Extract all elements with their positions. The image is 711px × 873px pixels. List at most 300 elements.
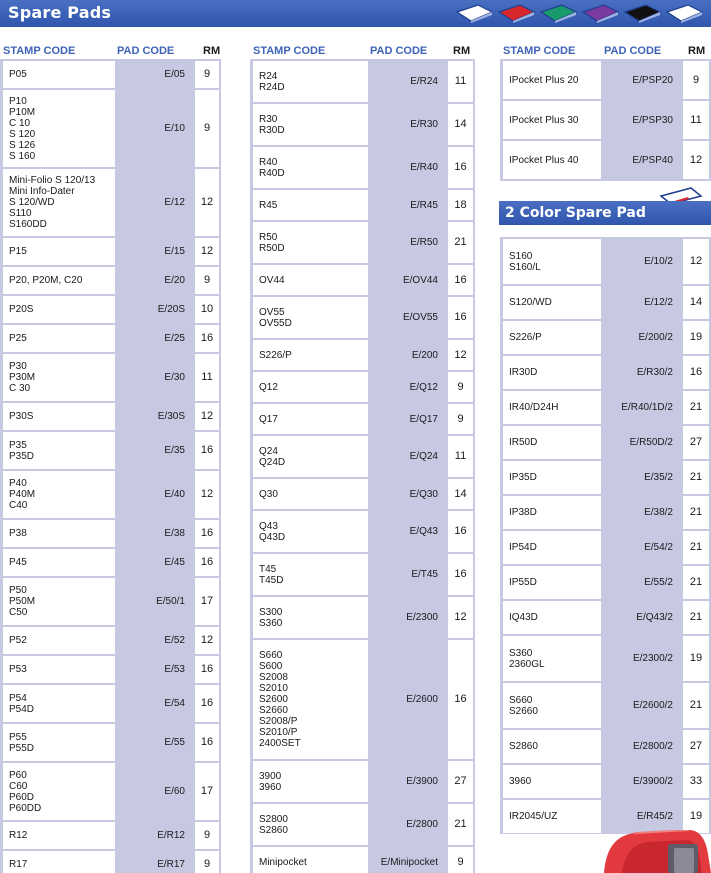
stamp-code-cell — [503, 356, 601, 389]
rm-price-cell: 21 — [683, 683, 709, 728]
stamp-code: S360 — [259, 617, 283, 629]
pad-code-cell: E/20 — [164, 275, 185, 286]
table-row — [250, 265, 475, 295]
pad-code-cell: E/3900 — [406, 776, 438, 787]
stamp-code: P10M — [9, 106, 36, 118]
stamp-code-cell — [253, 761, 368, 802]
rm-price-cell: 16 — [195, 549, 219, 576]
rm-price-cell: 16 — [448, 511, 473, 552]
stamp-code: R30 — [259, 113, 278, 125]
table-row — [250, 479, 475, 509]
rm-price-cell: 12 — [448, 597, 473, 638]
pad-code-cell: E/38 — [164, 528, 185, 539]
rm-price-cell: 9 — [683, 61, 709, 99]
stamp-code: S226/P — [509, 332, 542, 343]
table-row — [250, 404, 475, 434]
stamp-code: P10 — [9, 95, 27, 107]
pad-code-cell: E/Minipocket — [380, 856, 438, 868]
rm-price-cell: 16 — [195, 656, 219, 683]
table-row — [250, 597, 475, 638]
stamp-code: P55D — [9, 742, 35, 754]
rm-price-cell: 9 — [448, 404, 473, 434]
stamp-code-cell — [3, 851, 115, 873]
rm-price-cell: 16 — [195, 432, 219, 469]
ink-pad-swatch — [499, 5, 534, 23]
rm-price-cell: 16 — [448, 297, 473, 338]
stamp-code: P50 — [9, 585, 27, 596]
middle-table-header — [250, 42, 490, 60]
stamp-code: P20, P20M, C20 — [9, 275, 83, 286]
stamp-code: P38 — [9, 528, 27, 539]
pad-code-cell: E/10/2 — [644, 256, 673, 267]
pad-code-cell: E/Q43 — [409, 526, 438, 537]
stamp-code-cell — [3, 432, 115, 469]
rm-price-cell: 16 — [448, 265, 473, 295]
rm-price-cell: 21 — [683, 391, 709, 424]
stamp-code: T45 — [259, 563, 277, 575]
stamp-code: R45 — [259, 199, 278, 211]
stamp-code-cell — [253, 297, 368, 338]
rm-price-cell: 21 — [683, 601, 709, 634]
table-row — [0, 685, 221, 722]
rm-price-cell: 27 — [683, 730, 709, 763]
stamp-code-cell — [503, 601, 601, 634]
stamp-code-cell — [3, 61, 115, 88]
stamp-code-cell — [3, 724, 115, 761]
stamp-code: OV55 — [259, 306, 285, 318]
rm-price-cell: 21 — [683, 531, 709, 564]
stamp-code-cell — [503, 765, 601, 798]
table-row — [0, 296, 221, 323]
pad-code-cell: E/2300 — [406, 612, 438, 623]
stamp-code: R17 — [9, 859, 28, 870]
pad-code-cell: E/2300/2 — [632, 653, 673, 664]
stamp-code-cell — [503, 636, 601, 681]
stamp-code-cell — [3, 656, 115, 683]
stamp-code: R50D — [259, 242, 285, 254]
stamp-code-header: STAMP CODE — [3, 45, 76, 57]
table-row — [500, 765, 711, 798]
pad-code-cell: E/OV55 — [402, 312, 438, 323]
stamp-code-cell — [253, 436, 368, 477]
stamp-code-cell — [253, 804, 368, 845]
stamp-code: P54D — [9, 703, 35, 715]
table-row — [500, 426, 711, 459]
table-row — [0, 578, 221, 625]
pad-code-cell: E/52 — [164, 635, 185, 646]
rm-price-cell: 17 — [195, 578, 219, 625]
pad-code-cell: E/45 — [164, 557, 185, 568]
rm-price-cell: 9 — [448, 372, 473, 402]
rm-price-cell: 9 — [195, 61, 219, 88]
rm-header: RM — [688, 45, 706, 57]
stamp-code: T45D — [259, 574, 284, 586]
pad-code-cell: E/200 — [411, 349, 438, 361]
stamp-code-cell — [3, 763, 115, 820]
stamp-code: S110 — [9, 208, 32, 219]
table-row — [250, 372, 475, 402]
ink-pad-swatch — [541, 5, 576, 23]
stamp-code: IP54D — [509, 542, 537, 553]
rm-price-cell: 27 — [683, 426, 709, 459]
stamp-code-cell — [503, 683, 601, 728]
stamp-code: R40D — [259, 167, 285, 179]
stamp-code: S2860 — [259, 824, 288, 836]
rm-header: RM — [453, 45, 471, 57]
rm-price-cell: 19 — [683, 800, 709, 833]
pad-code-cell: E/PSP30 — [632, 114, 673, 126]
table-row — [0, 403, 221, 430]
stamp-code: P54 — [9, 692, 27, 704]
stamp-code: P53 — [9, 664, 27, 675]
rm-price-cell: 9 — [195, 267, 219, 294]
table-row — [0, 61, 221, 88]
stamp-code: IP35D — [509, 472, 537, 483]
stamp-code: P52 — [9, 635, 27, 646]
table-row — [0, 354, 221, 401]
rm-price-cell: 18 — [448, 190, 473, 220]
stamp-code: S2010/P — [259, 727, 298, 738]
table-row — [0, 238, 221, 265]
stamp-code-cell — [3, 822, 115, 849]
stamp-code: 3960 — [509, 776, 532, 787]
ink-pad-swatch — [583, 5, 618, 23]
rm-price-cell: 21 — [683, 496, 709, 529]
rm-price-cell: 19 — [683, 636, 709, 681]
stamp-code-cell — [503, 800, 601, 833]
pad-code-cell: E/30S — [157, 411, 185, 422]
pad-code-cell: E/Q17 — [409, 413, 438, 425]
rm-price-cell: 21 — [448, 804, 473, 845]
stamp-code: OV55D — [259, 317, 292, 329]
pad-code-cell: E/25 — [164, 333, 185, 344]
stamp-code: S2010 — [259, 683, 288, 694]
rm-price-cell: 12 — [195, 238, 219, 265]
stamp-code: P35D — [9, 450, 35, 462]
stamp-code: P30 — [9, 361, 27, 372]
table-row — [500, 730, 711, 763]
table-row — [500, 286, 711, 319]
pad-code-cell: E/55 — [164, 737, 185, 748]
stamp-code: Q24 — [259, 445, 278, 457]
stamp-code: S160DD — [9, 219, 47, 230]
stamp-code-cell — [503, 286, 601, 319]
rm-price-cell: 12 — [448, 340, 473, 370]
pad-code-cell: E/10 — [164, 123, 185, 134]
stamp-code-cell — [3, 520, 115, 547]
stamp-code: S 126 — [9, 139, 36, 151]
table-row — [500, 683, 711, 728]
rm-price-cell: 9 — [195, 822, 219, 849]
rm-price-cell: 12 — [683, 141, 709, 179]
stamp-code-cell — [503, 496, 601, 529]
pad-code-cell: E/2800 — [406, 819, 438, 830]
pad-code-cell: E/R30 — [410, 119, 438, 130]
pad-code-cell: E/55/2 — [644, 577, 673, 588]
pad-code-cell: E/R12 — [157, 830, 185, 841]
pad-code-cell: E/Q24 — [409, 451, 438, 462]
middle-pad-table — [250, 59, 475, 873]
pad-code-cell: E/R50D/2 — [629, 437, 673, 448]
stamp-code: Q43D — [259, 531, 286, 543]
stamp-code: P40M — [9, 489, 36, 500]
stamp-code: P45 — [9, 557, 27, 568]
table-row — [500, 239, 711, 284]
rm-price-cell: 16 — [448, 640, 473, 759]
table-row — [0, 724, 221, 761]
rm-price-cell: 11 — [448, 61, 473, 102]
rm-price-cell: 9 — [448, 847, 473, 873]
table-row — [0, 822, 221, 849]
pad-code-cell: E/2600 — [406, 694, 438, 705]
pad-code-cell: E/R45/2 — [636, 811, 673, 822]
stamp-code: R40 — [259, 156, 278, 168]
pad-code-cell: E/50/1 — [156, 596, 185, 607]
stamp-code-cell — [253, 340, 368, 370]
pad-code-cell: E/40 — [164, 489, 185, 500]
pad-code-cell: E/T45 — [411, 569, 438, 580]
table-row — [500, 101, 711, 139]
table-row — [250, 511, 475, 552]
stamp-code: Mini Info-Dater — [9, 186, 75, 197]
stamp-code: R12 — [9, 830, 28, 841]
stamp-product-image — [594, 830, 711, 873]
stamp-code: P05 — [9, 69, 27, 80]
stamp-code: S160 — [509, 250, 533, 262]
stamp-code: C 10 — [9, 117, 31, 129]
stamp-code: P25 — [9, 333, 27, 344]
stamp-code: P55 — [9, 731, 27, 743]
table-row — [250, 190, 475, 220]
stamp-code: Q24D — [259, 456, 286, 468]
rm-price-cell: 12 — [195, 627, 219, 654]
stamp-code: IQ43D — [509, 612, 538, 623]
table-row — [250, 640, 475, 759]
stamp-code: S660 — [509, 694, 533, 706]
stamp-code: Q30 — [259, 488, 278, 500]
pad-code-cell: E/PSP20 — [632, 74, 673, 86]
table-row — [0, 549, 221, 576]
rm-price-cell: 9 — [195, 851, 219, 873]
stamp-code: S2600 — [259, 694, 288, 705]
pad-code-cell: E/Q30 — [409, 488, 438, 500]
stamp-code: S2800 — [259, 813, 288, 825]
pad-code-cell: E/05 — [164, 69, 185, 80]
rm-price-cell: 16 — [195, 685, 219, 722]
table-row — [250, 340, 475, 370]
table-row — [500, 496, 711, 529]
stamp-code-cell — [503, 426, 601, 459]
table-row — [0, 627, 221, 654]
table-row — [500, 601, 711, 634]
stamp-code: P30M — [9, 372, 36, 383]
table-row — [250, 804, 475, 845]
stamp-code: P30S — [9, 411, 34, 422]
stamp-code-cell — [503, 239, 601, 284]
pad-code-cell: E/30 — [164, 372, 185, 383]
right-table-header — [500, 42, 711, 60]
stamp-code-cell — [253, 265, 368, 295]
pad-code-cell: E/35 — [164, 445, 185, 456]
stamp-code: S2660 — [259, 705, 288, 716]
stamp-code: S300 — [259, 606, 283, 618]
stamp-code-cell — [3, 325, 115, 352]
left-pad-table — [0, 59, 221, 873]
rm-price-cell: 16 — [195, 325, 219, 352]
table-row — [0, 267, 221, 294]
table-row — [500, 636, 711, 681]
pad-code-cell: E/15 — [164, 246, 185, 257]
pad-code-cell: E/2800/2 — [632, 741, 673, 752]
table-row — [500, 321, 711, 354]
table-row — [250, 436, 475, 477]
stamp-code-cell — [3, 685, 115, 722]
stamp-code-cell — [253, 190, 368, 220]
pad-code-cell: E/20S — [157, 304, 185, 315]
stamp-code: P50M — [9, 596, 36, 607]
stamp-code-cell — [3, 267, 115, 294]
table-row — [0, 471, 221, 518]
stamp-code: Mini-Folio S 120/13 — [9, 175, 96, 186]
pad-code-cell: E/R50 — [410, 237, 438, 248]
pad-code-header: PAD CODE — [604, 45, 662, 57]
stamp-code: C60 — [9, 780, 28, 792]
stamp-code: R30D — [259, 124, 285, 136]
two-color-banner — [499, 201, 711, 225]
stamp-code: S2008 — [259, 672, 288, 683]
pad-code-cell: E/R30/2 — [636, 367, 673, 378]
pad-code-cell: E/R40/1D/2 — [621, 402, 673, 413]
stamp-code: 3900 — [259, 770, 282, 782]
stamp-code: S160/L — [509, 261, 541, 273]
pad-code-cell: E/35/2 — [644, 472, 673, 483]
stamp-code-cell — [3, 238, 115, 265]
rm-price-cell: 16 — [448, 554, 473, 595]
table-row — [250, 761, 475, 802]
stamp-code: IP38D — [509, 507, 537, 518]
stamp-code-cell — [503, 61, 601, 99]
stamp-code: C50 — [9, 607, 28, 618]
stamp-code-cell — [503, 101, 601, 139]
table-row — [500, 61, 711, 99]
stamp-code-cell — [253, 554, 368, 595]
table-row — [0, 763, 221, 820]
table-row — [250, 222, 475, 263]
stamp-code: IR50D — [509, 437, 538, 448]
pad-code-cell: E/PSP40 — [632, 154, 673, 166]
pad-code-cell: E/Q12 — [409, 381, 438, 393]
table-row — [500, 800, 711, 833]
stamp-code-cell — [253, 847, 368, 873]
stamp-code: IR2045/UZ — [509, 811, 558, 822]
rm-price-cell: 16 — [195, 520, 219, 547]
ink-pad-colors-image — [456, 4, 708, 23]
table-row — [250, 104, 475, 145]
table-row — [0, 432, 221, 469]
rm-price-cell: 19 — [683, 321, 709, 354]
stamp-code: IP55D — [509, 577, 537, 588]
rm-price-cell: 11 — [683, 101, 709, 139]
stamp-code-cell — [253, 61, 368, 102]
table-row — [500, 356, 711, 389]
table-row — [0, 656, 221, 683]
two-color-pad-table — [500, 237, 711, 834]
stamp-code-cell — [3, 627, 115, 654]
rm-price-cell: 27 — [448, 761, 473, 802]
stamp-code-cell — [253, 104, 368, 145]
stamp-code: Minipocket — [259, 856, 307, 868]
table-row — [0, 90, 221, 167]
ink-pad-swatch — [667, 5, 702, 23]
pad-code-cell: E/54 — [164, 698, 185, 709]
stamp-code: IPocket Plus 20 — [509, 74, 579, 86]
stamp-code: P60D — [9, 791, 35, 803]
stamp-code-cell — [3, 403, 115, 430]
stamp-code: IPocket Plus 40 — [509, 154, 579, 166]
stamp-code-cell — [253, 479, 368, 509]
stamp-code-header: STAMP CODE — [503, 45, 576, 57]
table-row — [500, 141, 711, 179]
stamp-code-cell — [503, 321, 601, 354]
stamp-code: P20S — [9, 304, 34, 315]
stamp-code: Q17 — [259, 413, 278, 425]
table-row — [500, 461, 711, 494]
stamp-code: S226/P — [259, 349, 292, 361]
stamp-code-cell — [3, 296, 115, 323]
stamp-code-cell — [253, 511, 368, 552]
stamp-code: S600 — [259, 661, 283, 672]
rm-price-cell: 12 — [195, 169, 219, 236]
stamp-code-cell — [3, 169, 115, 236]
stamp-code: S 120 — [9, 128, 36, 140]
pad-code-cell: E/R24 — [410, 76, 438, 87]
stamp-code: OV44 — [259, 274, 285, 286]
table-row — [0, 325, 221, 352]
rm-price-cell: 14 — [448, 479, 473, 509]
stamp-code: P60 — [9, 769, 27, 781]
stamp-code-cell — [503, 730, 601, 763]
table-row — [250, 554, 475, 595]
stamp-code: R24D — [259, 81, 285, 93]
rm-price-cell: 16 — [448, 147, 473, 188]
stamp-code: S120/WD — [509, 297, 552, 308]
stamp-code: Q43 — [259, 520, 278, 532]
rm-price-cell: 16 — [195, 724, 219, 761]
stamp-code: P35 — [9, 439, 27, 451]
pad-code-cell: E/OV44 — [402, 274, 438, 286]
rm-price-cell: 21 — [448, 222, 473, 263]
table-row — [0, 169, 221, 236]
rm-price-cell: 12 — [683, 239, 709, 284]
stamp-code: P40 — [9, 478, 27, 489]
rm-price-cell: 9 — [195, 90, 219, 167]
stamp-code: P15 — [9, 246, 27, 257]
rm-price-cell: 12 — [195, 403, 219, 430]
table-row — [250, 847, 475, 873]
pad-code-cell: E/53 — [164, 664, 185, 675]
right-pad-table — [500, 59, 711, 181]
stamp-code-cell — [3, 471, 115, 518]
rm-price-cell: 14 — [683, 286, 709, 319]
stamp-code: IR40/D24H — [509, 402, 559, 413]
table-row — [0, 520, 221, 547]
stamp-code-cell — [3, 549, 115, 576]
stamp-code: S2860 — [509, 741, 538, 752]
stamp-code: S360 — [509, 647, 533, 659]
table-row — [0, 851, 221, 873]
pad-code-header: PAD CODE — [370, 45, 428, 57]
stamp-code: C40 — [9, 500, 28, 511]
